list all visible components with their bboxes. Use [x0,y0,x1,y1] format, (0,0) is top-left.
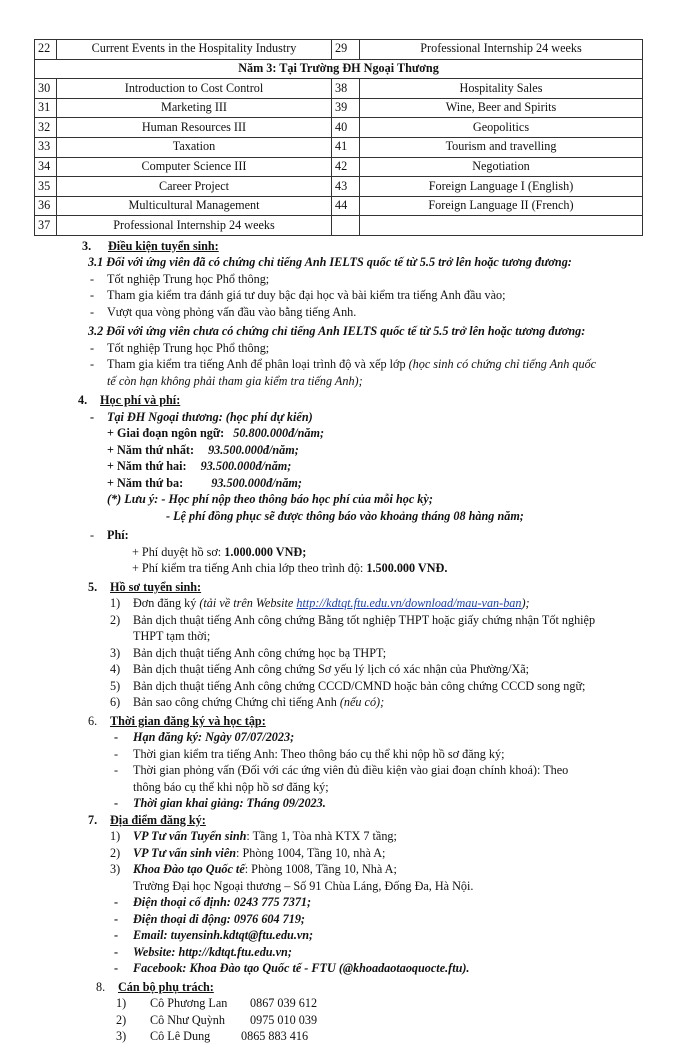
list-item: 6) Bản sao công chứng Chứng chỉ tiếng Anh (nếu có); [110,695,385,710]
course-name: Current Events in the Hospitality Industry [57,40,332,60]
list-item: 3) Bản dịch thuật tiếng Anh công chứng học bạ THPT; [110,645,387,660]
course-number: 32 [35,118,57,138]
course-number: 29 [332,40,360,60]
section-title: Cán bộ phụ trách: [118,979,214,994]
section-tuition [0,393,700,578]
list-item: - Điện thoại cố định: 0243 775 7371; [114,895,312,910]
course-number: 37 [35,216,57,236]
course-name: Career Project [57,177,332,197]
course-number: 44 [332,196,360,216]
list-item-continuation: tế còn hạn không phải tham gia kiểm tra tiếng Anh); [107,373,363,388]
list-item: - Website: http://kdtqt.ftu.edu.vn; [114,944,292,959]
section-timeline [0,714,700,813]
fee-row: + Năm thứ hai: 93.500.000đ/năm; [107,459,292,474]
section-title: Thời gian đăng ký và học tập: [110,713,266,728]
list-item: - Tốt nghiệp Trung học Phổ thông; [90,340,270,355]
table-row [35,177,643,197]
table-row [35,40,643,60]
course-number: 31 [35,98,57,118]
list-item: - Tham gia kiểm tra đánh giá tư duy bậc đại học và bài kiểm tra tiếng Anh đầu vào; [90,288,506,303]
list-item: 2) Bản dịch thuật tiếng Anh công chứng Bằng tốt nghiệp THPT hoặc giấy chứng nhận Tốt nghiệp [110,612,596,627]
course-name: Foreign Language II (French) [360,196,643,216]
section-heading: 8. Cán bộ phụ trách: [96,979,214,994]
table-row [35,98,643,118]
list-item: 2) VP Tư vấn sinh viên: Phòng 1004, Tầng 10, nhà A; [110,845,386,860]
section-heading: 6. Thời gian đăng ký và học tập: [88,713,266,728]
section-contacts [0,980,700,1046]
list-item: - Vượt qua vòng phỏng vấn đầu vào bằng tiếng Anh. [90,304,357,319]
download-form-link[interactable]: http://kdtqt.ftu.edu.vn/download/mau-van-ban [296,596,522,611]
list-item: - Tốt nghiệp Trung học Phổ thông; [90,271,270,286]
section-heading: 7. Địa điểm đăng ký: [88,812,206,827]
course-name: Wine, Beer and Spirits [360,98,643,118]
subsection-heading: 3.1 Đối với ứng viên đã có chứng chỉ tiếng Anh IELTS quốc tế từ 5.5 trở lên hoặc tương đương: [88,255,572,270]
section-location [0,813,700,978]
list-item: - Thời gian kiểm tra tiếng Anh: Theo thông báo cụ thể khi nộp hồ sơ đăng ký; [114,746,505,761]
course-name: Multicultural Management [57,196,332,216]
fee-row: + Năm thứ nhất: 93.500.000đ/năm; [107,442,299,457]
course-name: Hospitality Sales [360,79,643,99]
list-item: - Phí: [90,528,129,543]
course-number: 22 [35,40,57,60]
list-item: - Email: tuyensinh.kdtqt@ftu.edu.vn; [114,928,314,943]
table-row [35,157,643,177]
course-name: Professional Internship 24 weeks [57,216,332,236]
subsection-heading: 3.2 Đối với ứng viên chưa có chứng chỉ tiếng Anh IELTS quốc tế từ 5.5 trở lên hoặc tương đương: [88,324,586,339]
list-item: - Thời gian phỏng vấn (Đối với các ứng viên đủ điều kiện vào giai đoạn chính khoá): Theo [114,763,569,778]
list-item: - Điện thoại di động: 0976 604 719; [114,911,305,926]
table-row [35,196,643,216]
address-line: Trường Đại học Ngoại thương – Số 91 Chùa Láng, Đống Đa, Hà Nội. [133,878,474,893]
course-number: 33 [35,137,57,157]
list-item: - Tham gia kiểm tra tiếng Anh để phân loại trình độ và xếp lớp (học sinh có chứng chỉ tiếng Anh quốc [90,357,597,372]
course-name: Geopolitics [360,118,643,138]
list-item: - Hạn đăng ký: Ngày 07/07/2023; [114,730,295,745]
list-item: - Thời gian khai giảng: Tháng 09/2023. [114,796,326,811]
year-3-heading: Năm 3: Tại Trường ĐH Ngoại Thương [35,59,643,79]
course-name: Tourism and travelling [360,137,643,157]
list-item: 3) Khoa Đào tạo Quốc tế: Phòng 1008, Tầng 10, Nhà A; [110,862,397,877]
fee-row: + Giai đoạn ngôn ngữ: 50.800.000đ/năm; [107,426,324,441]
course-number: 43 [332,177,360,197]
section-heading: 4. Học phí và phí: [78,393,181,408]
list-item: 4) Bản dịch thuật tiếng Anh công chứng Sơ yếu lý lịch có xác nhận của Phường/Xã; [110,662,530,677]
list-item-continuation: thông báo cụ thể khi nộp hồ sơ đăng ký; [133,779,329,794]
list-item-continuation: THPT tạm thời; [133,629,211,644]
list-item: 1) Đơn đăng ký (tải về trên Website http://kdtqt.ftu.edu.vn/download/mau-van-ban); [110,596,530,611]
section-documents [0,580,700,712]
course-number: 39 [332,98,360,118]
table-row [35,216,643,236]
section-admission-conditions [0,239,700,391]
fee-row: + Phí duyệt hồ sơ: 1.000.000 VNĐ; [132,544,307,559]
note-line: (*) Lưu ý: - Học phí nộp theo thông báo học phí của mỗi học kỳ; [107,492,433,507]
section-heading: 3. Điều kiện tuyển sinh: [82,238,219,253]
section-title: Hồ sơ tuyển sinh: [110,579,202,594]
fee-row: + Năm thứ ba: 93.500.000đ/năm; [107,475,302,490]
list-item: - Tại ĐH Ngoại thương: (học phí dự kiến) [90,409,313,424]
course-name [360,216,643,236]
course-name: Introduction to Cost Control [57,79,332,99]
course-name: Taxation [57,137,332,157]
table-row [35,79,643,99]
course-number: 36 [35,196,57,216]
note-line: - Lệ phí đồng phục sẽ được thông báo vào khoảng tháng 08 hàng năm; [166,508,524,523]
section-heading: 5. Hồ sơ tuyển sinh: [88,579,202,594]
course-name: Foreign Language I (English) [360,177,643,197]
course-name: Professional Internship 24 weeks [360,40,643,60]
list-item: 5) Bản dịch thuật tiếng Anh công chứng CCCD/CMND hoặc bản công chứng CCCD song ngữ; [110,678,586,693]
course-number: 35 [35,177,57,197]
year-heading-row [35,59,643,79]
course-number: 42 [332,157,360,177]
contact-row: 2) Cô Như Quỳnh 0975 010 039 [116,1012,318,1027]
course-number: 30 [35,79,57,99]
table-row [35,118,643,138]
course-number: 41 [332,137,360,157]
course-name: Human Resources III [57,118,332,138]
contact-row: 3) Cô Lê Dung 0865 883 416 [116,1029,309,1044]
course-name: Negotiation [360,157,643,177]
course-number [332,216,360,236]
table-row [35,137,643,157]
section-title: Điều kiện tuyển sinh: [108,238,219,253]
course-name: Computer Science III [57,157,332,177]
course-number: 38 [332,79,360,99]
section-title: Địa điểm đăng ký: [110,812,206,827]
contact-row: 1) Cô Phương Lan 0867 039 612 [116,996,318,1011]
curriculum-table [34,39,643,236]
list-item: 1) VP Tư vấn Tuyển sinh: Tầng 1, Tòa nhà KTX 7 tầng; [110,829,397,844]
fee-row: + Phí kiểm tra tiếng Anh chia lớp theo trình độ: 1.500.000 VNĐ. [132,561,448,576]
list-item: - Facebook: Khoa Đào tạo Quốc tế - FTU (@khoadaotaoquocte.ftu). [114,961,470,976]
section-title: Học phí và phí: [100,393,181,408]
course-number: 34 [35,157,57,177]
course-name: Marketing III [57,98,332,118]
course-number: 40 [332,118,360,138]
